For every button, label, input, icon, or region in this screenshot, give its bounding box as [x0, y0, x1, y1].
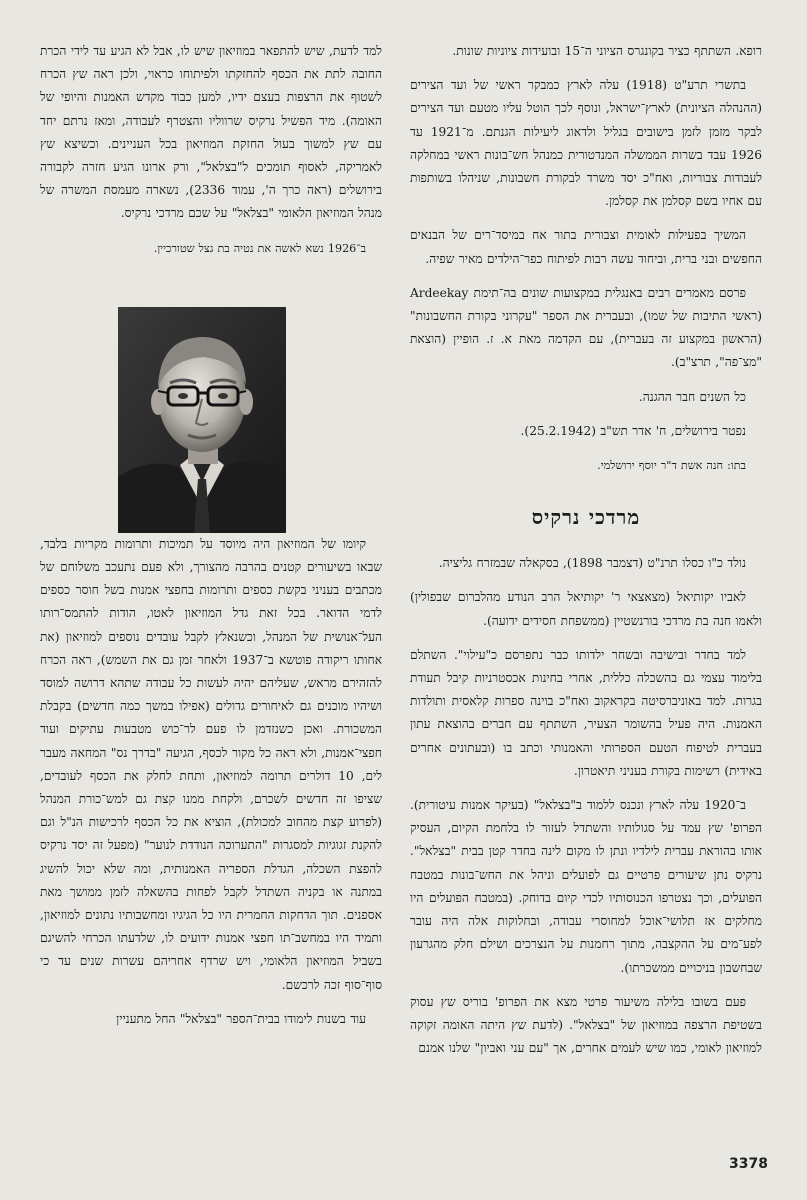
paragraph: ב־1926 נשא לאשה את נטיה בת גצל שטורכיין. [153, 241, 366, 255]
right-column [410, 40, 762, 1071]
paragraph: למד בחדר ובישיבה ובשחר ילדותו כבר נתפרסם כ"עילוי". השתלם בלימוד עצמי גם בהשכלה כללית, אחרי בחינות אכסטרניות קיבל תעודת בגרות. למד באוניברסיטה בקראקוב ואח"כ בוינה ספרות קלאסית ותולדות האמנות. היה פעיל בהשומר הצעיר, השתתף עם חברים בהוצאת עתון בעברית לטיפוח הטעם הספרותי והאמנותי וכתב בו (ובעתונים אחרים באידית) רשימות בקורת בעניני תיאטרון. [410, 647, 762, 778]
paragraph: עוד בשנות לימודו בבית־הספר "בצלאל" החל מתעניין [116, 1011, 366, 1026]
paragraph: פרסם מאמרים רבים באנגלית במקצועות שונים בה־תימת Ardeekay (ראשי התיבות של שמו), ובעברית את הספר "עקרוני בקורת החשבונות" (הראשון במקצוע זה בעברית), עם הקדמה מאת א. ז. הופיין (הוצאת "מצ־פה", תרצ"ב). [410, 285, 762, 370]
paragraph: המשיך בפעילות לאומית וצבורית בתור אח במיסד־רים של הבנאים החפשים ובני ברית, וביחוד עשה רבות לפיתוח כפר־הילדים מאיר שפיה. [410, 228, 762, 266]
entry-title: מרדכי נרקיס [531, 505, 641, 530]
paragraph: לאביו יקותיאל (מצאצאי ר' יקותיאל הרב הנודע מהלברום שבפולין) ולאמו חנה בת מרדכי בורנשטיין (ממשפחת חסידים ידועה). [410, 590, 762, 628]
paragraph: בתשרי תרע"ט (1918) עלה לארץ כמבקר ראשי של ועד הצירים (ההנהלה הציונית) לארץ־ישראל, ונוסף לכך הוטל עליו מטעם ועד הצירים לבקר מזמן לזמן בישובים בגליל ולדאוג ליעילות הגנתם. מ־1921 עד 1926 עבד בשרות הממשלה המנדטורית כמנהל חש־בונות ראשי במחלקה לעבודות צבוריות, ואח"כ יסד משרד לבקורת חשבונות, שניהלו בשותפות עם אחיו בשם קסלמן את קסלמן. [410, 78, 762, 209]
portrait-photo [118, 307, 286, 533]
paragraph: רופא. השתתף כציר בקונגרס הציוני ה־15 ובועידות ציוניות שונות. [452, 44, 762, 58]
paragraph: ב־1920 עלה לארץ ונכנס ללמוד ב"בצלאל" (בעיקר אמנות עיטורית). הפרופ' שץ עמד על סגולותיו והשתדל לעזור לו בלחמת הקיום, העסיק אותו בהוראת עברית לילדיו ונתן לו מקום לינה בחדר קטן בבית "בצלאל". נרקיס נתן שיעורים פרטיים גם לפועלים וניהל את החש־בונות במטבח הפועלים, וכך נצטרפו הכנוסותיו לכדי קיום בדוחק. (במטבח הפועלים היו מחלקים אז תלושי־אוכל למחוסרי עבודה, ובחלוקות אלה היה עובר לפע־מים על ההקצבה, מתוך רחמנות על הנצרכים ושילם חלק מהגרעון שבחשבון בניכויים ממשכרתו). [410, 798, 762, 975]
paragraph: למד לדעת, שיש להתפאר במוזיאון שיש לו, אבל לא הגיע עד לידי הכרת החובה לתת את הכסף להחזקתו ולפיתוחו כראוי, ולכן ראה שץ הכרח לשטוף את הרצפות בעצם ידיו, למען כבוד מקדש האמנות והיופי של האומה). מיד הפשיל נרקיס שרווליו והצטרף לעבודה, ומאז נרתם יחד עם שץ למשוך בעול החזקת המוזיאון בכל העניינים. וכשיצא שץ לאמריקה, לאסוף תומכים ל"בצלאל", ורק ארונו הגיע חזרה לקבורה בירושלים (ראה כרך ה', עמוד 2336), נשארה מעמסת המשרה של מנהל המוזיאון הלאומי "בצלאל" על שכם מרדכי נרקיס. [40, 44, 382, 221]
paragraph: נפטר בירושלים, ח' אדר תש"ב (25.2.1942). [520, 423, 746, 438]
paragraph: בתו: חנה אשת ד"ר יוסף ירושלמי. [597, 459, 746, 473]
paragraph: כל השנים חבר ההגנה. [638, 389, 746, 404]
paragraph: נולד כ"ו כסלו תרנ"ט (דצמבר 1898), בסקאלה שבמזרח גליציה. [438, 556, 746, 571]
paragraph: קיומו של המוזיאון היה מיוסד על תמיכות ותרומות מקריות בלבד, שבאו בשיעורים קטנים בהרבה מהצורך, ולא פעם נתעכב משלוחם של מכתבים בעניני בקשת כספים ותרומות בחפצי אמנות בשל חוסר כספים לדמי הדואר. בכל זאת גדל המוזיאון לאטו, הודות להתמס־רותו העל־אנושית של המנהל, וכשנאלץ לקבל עובדים נוספים למוזיאון (את אחותו ריקודה פוטשא ב־1937 ולאחר זמן גם את השמש), ראה הכרח להזהירם מראש, שעליהם יהיה לעשות כל עבודה שתהא דרושה למוסד ושיהיו מוכנים גם לאיחורים גדולים (אפילו במשך כמה חדשים) בקבלת המשכורת. ואכן כשנזדמן לו פעם לר־כוש מטבעות עתיקים ועוד חפצי־אמנות, ולא ראה כל מקור לכסף, הגיעה "בדרך נס" המחאה מעבר לים, 10 דולרים תרומה למוזיאון, ותחת לחלק את הכסף לעובדים, שציפו זה חדשים לשכרם, ולקחת ממנו קצת גם למש־כורת המנהל (לפרוע קצת מהחוב למכולת), הוציא את כל הכסף לרכישות הנ"ל וגם להקנת זגוגיות למסגרות "התערוכה הנודדת לנוער" (מפעל זה יסד נרקיס להפצת השכלה, הגדלת הספריה האמנותית, ומה שלא יכול להשיג במתנה או בקניה השתדל לקבל לפחות בהשאלה לזמן ממושך מאת אספנים. תוך הדחקות החמרית היו כל הגיגיו ומחשבותיו נתונים למוזיאון, ותמיד היו במחשב־תו חפצי אמנות ידועים לו, שלדעתו הכרחי להשיגם בשביל המוזיאון הלאומי, ויש שרדף אחריהם עשרות שנים עד כי סוף־סוף זכה לרכשם. [40, 536, 383, 992]
paragraph: פעם בשובו בלילה משיעור פרטי מצא את הפרופ' בוריס שץ עסוק בשטיפת הרצפה במוזיאון של "בצלאל". (לדעת שץ היתה האומה זקוקה למוזיאון לאומי, כמו שיש לעמים אחרים, אך "עם עני ואביון" שלנו אמנם [410, 994, 762, 1056]
left-column [40, 40, 382, 1042]
page-number: 3378 [729, 1156, 768, 1172]
